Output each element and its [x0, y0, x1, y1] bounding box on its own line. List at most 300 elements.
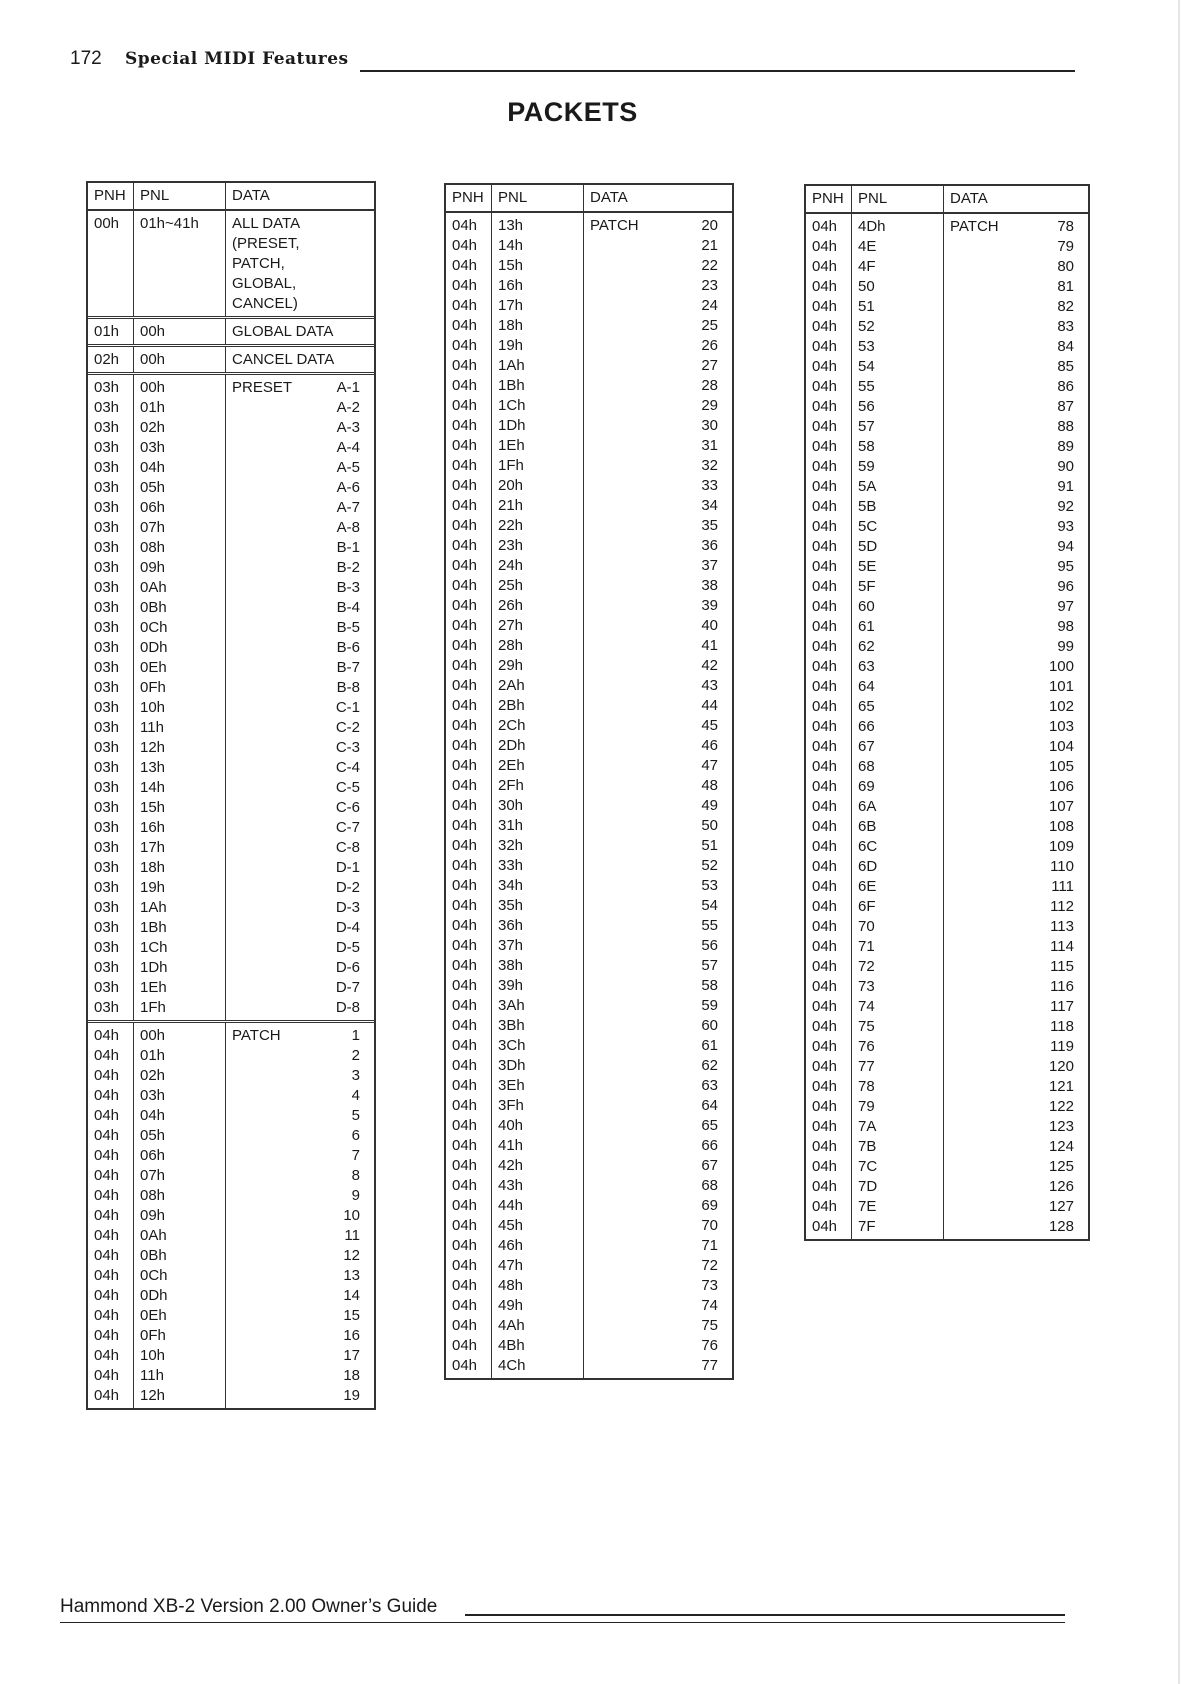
pnl-cell: 04h	[140, 459, 166, 476]
data-cell	[590, 1076, 718, 1096]
pnl-cell: 19h	[498, 337, 524, 354]
data-value: 52	[701, 857, 718, 874]
data-value: 127	[1048, 1198, 1074, 1215]
data-value: D-4	[335, 919, 360, 936]
data-cell	[232, 878, 360, 898]
data-value: 48	[701, 777, 718, 794]
pnh-cell: 04h	[812, 1178, 838, 1195]
pnl-cell: 55	[858, 378, 875, 395]
pnl-cell: 2Ch	[498, 717, 526, 734]
data-cell	[590, 396, 718, 416]
data-cell	[950, 1197, 1074, 1217]
data-cell	[950, 417, 1074, 437]
page-edge	[1178, 0, 1180, 1684]
data-value: 43	[701, 677, 718, 694]
data-cell	[590, 796, 718, 816]
data-value: 27	[701, 357, 718, 374]
pnh-cell: 04h	[452, 237, 478, 254]
data-value: 113	[1050, 918, 1074, 935]
data-value: 99	[1057, 638, 1074, 655]
pnh-cell: 04h	[94, 1327, 120, 1344]
pnl-cell: 0Ah	[140, 1227, 167, 1244]
pnl-cell: 02h	[140, 419, 166, 436]
pnl-cell: 0Ah	[140, 579, 167, 596]
data-value: 61	[701, 1037, 718, 1054]
pnl-cell: 00h	[140, 351, 166, 368]
pnl-cell: 3Eh	[498, 1077, 525, 1094]
data-value: B-3	[336, 579, 360, 596]
data-value: 49	[701, 797, 718, 814]
pnh-cell: 04h	[452, 857, 478, 874]
data-cell	[232, 1046, 360, 1066]
data-value: 20	[701, 217, 718, 234]
pnl-cell: 5A	[858, 478, 877, 495]
pnl-cell: 7A	[858, 1118, 877, 1135]
pnl-cell: 01h	[140, 1047, 166, 1064]
data-cell	[232, 938, 360, 958]
pnl-cell: 27h	[498, 617, 524, 634]
pnh-column	[446, 213, 492, 1378]
data-cell	[590, 456, 718, 476]
pnl-cell: 3Dh	[498, 1057, 526, 1074]
pnl-column	[492, 213, 584, 1378]
table-group	[806, 214, 1088, 1239]
data-column	[226, 211, 374, 316]
pnh-cell: 04h	[452, 1177, 478, 1194]
data-cell	[590, 1316, 718, 1336]
data-cell	[950, 517, 1074, 537]
header-pnh: PNH	[88, 183, 134, 209]
data-cell	[232, 418, 360, 438]
data-cell	[590, 696, 718, 716]
data-cell	[950, 1057, 1074, 1077]
pnh-cell: 04h	[812, 638, 838, 655]
data-value: 77	[701, 1357, 718, 1374]
data-value: B-7	[336, 659, 360, 676]
pnl-cell: 32h	[498, 837, 524, 854]
data-cell	[950, 637, 1074, 657]
pnl-cell: 40h	[498, 1117, 524, 1134]
pnl-cell: 35h	[498, 897, 524, 914]
pnl-cell: 10h	[140, 699, 166, 716]
data-value: 82	[1057, 298, 1074, 315]
pnl-cell: 5C	[858, 518, 878, 535]
header-rule	[360, 70, 1075, 72]
pnl-cell: 25h	[498, 577, 524, 594]
pnl-cell: 28h	[498, 637, 524, 654]
data-value: 104	[1048, 738, 1074, 755]
pnh-cell: 03h	[94, 999, 120, 1016]
pnl-cell: 5E	[858, 558, 877, 575]
pnh-cell: 04h	[452, 557, 478, 574]
pnh-cell: 04h	[452, 1157, 478, 1174]
data-value: 14	[343, 1287, 360, 1304]
pnl-cell: 6E	[858, 878, 877, 895]
data-cell	[232, 1126, 360, 1146]
page-title: PACKETS	[507, 97, 638, 127]
pnl-cell: 3Ch	[498, 1037, 526, 1054]
pnl-cell: 6D	[858, 858, 878, 875]
pnh-column	[88, 347, 134, 372]
pnl-cell: 47h	[498, 1257, 524, 1274]
pnh-cell: 04h	[812, 578, 838, 595]
pnl-cell: 15h	[140, 799, 166, 816]
data-cell	[950, 857, 1074, 877]
table-group	[446, 213, 732, 1378]
data-value: 16	[343, 1327, 360, 1344]
pnl-cell: 37h	[498, 937, 524, 954]
pnh-cell: 03h	[94, 479, 120, 496]
pnh-cell: 04h	[452, 777, 478, 794]
page-footer	[60, 1596, 1065, 1626]
data-value: 108	[1048, 818, 1074, 835]
data-cell	[590, 576, 718, 596]
pnh-cell: 04h	[452, 1357, 478, 1374]
pnh-cell: 04h	[812, 1078, 838, 1095]
pnh-cell: 03h	[94, 919, 120, 936]
pnh-cell: 04h	[452, 517, 478, 534]
pnh-cell: 04h	[94, 1267, 120, 1284]
data-value: 69	[701, 1197, 718, 1214]
data-value: 126	[1048, 1178, 1074, 1195]
data-value: B-4	[336, 599, 360, 616]
data-cell	[950, 617, 1074, 637]
data-value: 78	[1057, 218, 1074, 235]
pnh-cell: 04h	[94, 1347, 120, 1364]
pnh-cell: 04h	[812, 978, 838, 995]
pnh-cell: 04h	[94, 1167, 120, 1184]
pnl-cell: 16h	[498, 277, 524, 294]
pnl-cell: 01h	[140, 399, 166, 416]
pnl-cell: 6C	[858, 838, 878, 855]
pnl-cell: 06h	[140, 1147, 166, 1164]
pnh-cell: 03h	[94, 859, 120, 876]
pnh-cell: 04h	[812, 778, 838, 795]
data-cell	[232, 898, 360, 918]
data-value: 64	[701, 1097, 718, 1114]
pnh-cell: 04h	[452, 1137, 478, 1154]
data-cell	[950, 257, 1074, 277]
pnl-cell: 0Fh	[140, 679, 166, 696]
data-cell	[232, 618, 360, 638]
pnh-cell: 04h	[812, 718, 838, 735]
data-value: 76	[701, 1337, 718, 1354]
pnl-cell: 12h	[140, 1387, 166, 1404]
data-cell	[232, 1166, 360, 1186]
data-value: 5	[351, 1107, 360, 1124]
pnl-cell: 4Ch	[498, 1357, 526, 1374]
data-cell	[950, 357, 1074, 377]
pnl-cell: 63	[858, 658, 875, 675]
data-value: D-8	[335, 999, 360, 1016]
pnh-cell: 04h	[452, 1097, 478, 1114]
pnl-cell: 31h	[498, 817, 524, 834]
data-cell	[232, 738, 360, 758]
pnh-cell: 04h	[812, 798, 838, 815]
data-cell	[950, 317, 1074, 337]
pnh-cell: 04h	[812, 278, 838, 295]
pnl-cell: 75	[858, 1018, 875, 1035]
data-value: C-4	[335, 759, 360, 776]
data-value: 65	[701, 1117, 718, 1134]
data-value: 40	[701, 617, 718, 634]
pnl-cell: 0Eh	[140, 659, 167, 676]
data-cell	[590, 356, 718, 376]
pnh-cell: 04h	[452, 997, 478, 1014]
pnh-cell: 04h	[94, 1187, 120, 1204]
pnh-cell: 04h	[452, 1257, 478, 1274]
data-cell	[590, 476, 718, 496]
pnl-cell: 6A	[858, 798, 877, 815]
pnh-column	[88, 375, 134, 1020]
data-cell	[950, 497, 1074, 517]
pnl-cell: 69	[858, 778, 875, 795]
data-value: 80	[1057, 258, 1074, 275]
pnh-column	[806, 214, 852, 1239]
data-value: 39	[701, 597, 718, 614]
pnl-cell: 08h	[140, 539, 166, 556]
pnl-cell: 22h	[498, 517, 524, 534]
data-value: A-7	[336, 499, 360, 516]
data-cell	[950, 377, 1074, 397]
data-cell	[950, 397, 1074, 417]
header-data: DATA	[590, 189, 628, 206]
data-cell	[232, 1386, 360, 1406]
pnh-cell: 04h	[452, 257, 478, 274]
pnh-cell: 04h	[812, 418, 838, 435]
data-value: 38	[701, 577, 718, 594]
pnh-cell: 04h	[812, 958, 838, 975]
pnh-cell: 04h	[452, 597, 478, 614]
pnl-cell: 50	[858, 278, 875, 295]
data-cell	[950, 757, 1074, 777]
pnh-column	[88, 319, 134, 344]
data-value: 55	[701, 917, 718, 934]
pnl-cell: 7B	[858, 1138, 877, 1155]
data-cell	[590, 516, 718, 536]
data-value: 17	[343, 1347, 360, 1364]
data-cell	[950, 817, 1074, 837]
pnh-cell: 04h	[812, 538, 838, 555]
data-cell	[232, 678, 360, 698]
header-pnl: PNL	[492, 185, 584, 211]
data-cell	[232, 998, 360, 1018]
pnh-cell: 04h	[452, 957, 478, 974]
data-cell	[950, 297, 1074, 317]
pnh-cell: 04h	[452, 417, 478, 434]
data-cell	[590, 1156, 718, 1176]
data-value: 30	[701, 417, 718, 434]
pnh-cell: 04h	[812, 838, 838, 855]
data-cell	[590, 976, 718, 996]
pnh-cell: 04h	[812, 358, 838, 375]
data-value: B-2	[336, 559, 360, 576]
data-cell	[590, 216, 718, 236]
pnh-cell: 04h	[452, 677, 478, 694]
pnl-cell: 2Dh	[498, 737, 526, 754]
data-column	[226, 375, 374, 1020]
pnh-cell: 04h	[94, 1047, 120, 1064]
header-pnl: PNL	[134, 183, 226, 209]
pnh-cell: 03h	[94, 419, 120, 436]
data-value: 60	[701, 1017, 718, 1034]
pnh-cell: 04h	[812, 498, 838, 515]
data-value: 83	[1057, 318, 1074, 335]
data-value: 22	[701, 257, 718, 274]
data-value: 21	[701, 237, 718, 254]
data-cell	[590, 336, 718, 356]
data-cell	[232, 638, 360, 658]
pnl-cell: 06h	[140, 499, 166, 516]
pnh-cell: 04h	[452, 697, 478, 714]
pnl-cell: 0Fh	[140, 1327, 166, 1344]
data-value: B-5	[336, 619, 360, 636]
data-column	[226, 1023, 374, 1408]
pnl-cell: 18h	[498, 317, 524, 334]
data-value: B-6	[336, 639, 360, 656]
data-value: D-2	[335, 879, 360, 896]
pnh-cell: 04h	[812, 1218, 838, 1235]
pnl-cell: 00h	[140, 1027, 166, 1044]
pnl-cell: 1Fh	[498, 457, 524, 474]
pnl-cell: 45h	[498, 1217, 524, 1234]
pnh-cell: 00h	[94, 215, 120, 232]
pnl-cell: 30h	[498, 797, 524, 814]
data-type-label: PATCH	[590, 217, 639, 234]
data-value: 89	[1057, 438, 1074, 455]
pnl-column	[134, 375, 226, 1020]
pnl-column	[852, 214, 944, 1239]
pnl-cell: 17h	[140, 839, 166, 856]
pnl-cell: 1Ch	[498, 397, 526, 414]
pnh-cell: 04h	[812, 1018, 838, 1035]
data-cell	[950, 797, 1074, 817]
pnh-cell: 04h	[812, 1098, 838, 1115]
data-value: 18	[343, 1367, 360, 1384]
pnl-cell: 1Dh	[498, 417, 526, 434]
data-value: B-8	[336, 679, 360, 696]
pnh-cell: 04h	[812, 738, 838, 755]
pnl-cell: 5D	[858, 538, 878, 555]
pnl-cell: 44h	[498, 1197, 524, 1214]
data-value: D-3	[335, 899, 360, 916]
data-cell	[232, 1026, 360, 1046]
data-cell	[590, 256, 718, 276]
data-value: 123	[1048, 1118, 1074, 1135]
pnh-cell: 04h	[452, 277, 478, 294]
pnl-cell: 3Bh	[498, 1017, 525, 1034]
data-cell	[232, 658, 360, 678]
pnl-cell: 77	[858, 1058, 875, 1075]
pnh-cell: 03h	[94, 819, 120, 836]
data-value: 56	[701, 937, 718, 954]
pnl-cell: 62	[858, 638, 875, 655]
data-cell	[590, 1336, 718, 1356]
data-cell	[232, 1186, 360, 1206]
pnl-cell: 03h	[140, 439, 166, 456]
pnl-cell: 73	[858, 978, 875, 995]
pnh-cell: 04h	[452, 1297, 478, 1314]
pnh-cell: 04h	[452, 317, 478, 334]
pnh-cell: 04h	[812, 558, 838, 575]
data-value: 90	[1057, 458, 1074, 475]
data-value: 45	[701, 717, 718, 734]
pnh-cell: 04h	[812, 878, 838, 895]
pnl-cell: 72	[858, 958, 875, 975]
pnl-cell: 15h	[498, 257, 524, 274]
data-value: 10	[343, 1207, 360, 1224]
pnh-cell: 04h	[452, 617, 478, 634]
pnh-cell: 03h	[94, 379, 120, 396]
table-group	[88, 372, 374, 1020]
pnh-cell: 04h	[452, 1217, 478, 1234]
pnh-cell: 04h	[452, 977, 478, 994]
pnl-cell: 10h	[140, 1347, 166, 1364]
pnh-cell: 03h	[94, 639, 120, 656]
data-value: 37	[701, 557, 718, 574]
data-cell	[950, 1137, 1074, 1157]
data-cell	[950, 597, 1074, 617]
pnh-cell: 04h	[452, 1237, 478, 1254]
pnh-cell: 04h	[452, 877, 478, 894]
data-cell	[950, 217, 1074, 237]
data-cell	[590, 1216, 718, 1236]
pnl-cell: 48h	[498, 1277, 524, 1294]
data-cell	[950, 1017, 1074, 1037]
data-cell	[950, 997, 1074, 1017]
data-cell	[590, 616, 718, 636]
table-header	[806, 186, 1088, 214]
footer-text: Hammond XB-2 Version 2.00 Owner’s Guide	[60, 1596, 438, 1617]
footer-rule	[60, 1622, 1065, 1623]
data-cell	[590, 496, 718, 516]
pnh-cell: 04h	[94, 1247, 120, 1264]
data-value: D-7	[335, 979, 360, 996]
data-cell	[232, 978, 360, 998]
pnh-cell: 04h	[812, 998, 838, 1015]
data-cell	[950, 737, 1074, 757]
table-group	[88, 1020, 374, 1408]
data-cell	[232, 498, 360, 518]
data-cell	[950, 1117, 1074, 1137]
header-pnh: PNH	[806, 186, 852, 212]
pnh-cell: 04h	[812, 598, 838, 615]
header-pnh: PNH	[446, 185, 492, 211]
pnl-cell: 2Fh	[498, 777, 524, 794]
data-value: 109	[1048, 838, 1074, 855]
packets-table-3	[804, 184, 1090, 1241]
data-cell	[590, 1356, 718, 1376]
pnl-cell: 54	[858, 358, 875, 375]
pnh-cell: 03h	[94, 939, 120, 956]
pnh-cell: 04h	[812, 398, 838, 415]
data-value: 1	[351, 1027, 360, 1044]
pnl-cell: 68	[858, 758, 875, 775]
data-value: 28	[701, 377, 718, 394]
pnl-cell: 76	[858, 1038, 875, 1055]
pnl-cell: 4Dh	[858, 218, 886, 235]
header-pnl: PNL	[852, 186, 944, 212]
data-value: 92	[1057, 498, 1074, 515]
data-cell	[950, 1077, 1074, 1097]
data-cell	[950, 237, 1074, 257]
data-cell	[590, 996, 718, 1016]
pnl-cell: 1Ah	[498, 357, 525, 374]
data-value: 8	[351, 1167, 360, 1184]
data-cell	[590, 656, 718, 676]
pnl-cell: 24h	[498, 557, 524, 574]
data-cell	[232, 518, 360, 538]
